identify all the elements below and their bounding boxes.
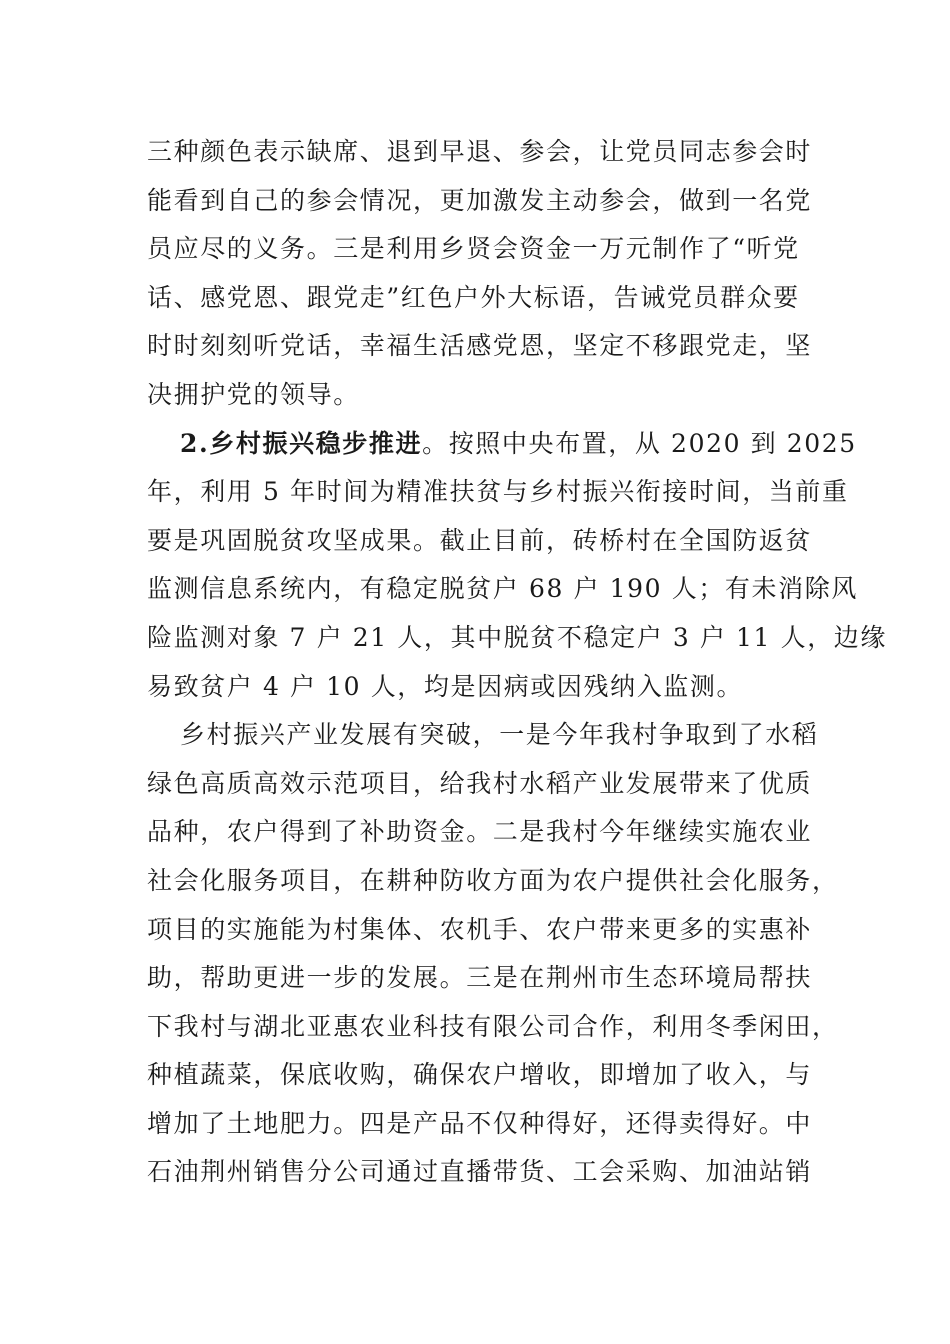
heading-line-rest: 。按照中央布置，从 2020 到 2025 (422, 428, 857, 458)
text-line: 绿色高质高效示范项目，给我村水稻产业发展带来了优质 (147, 768, 813, 798)
text-line: 助，帮助更进一步的发展。三是在荆州市生态环境局帮扶 (147, 963, 813, 993)
text-line: 石油荆州销售分公司通过直播带货、工会采购、加油站销 (147, 1157, 813, 1187)
text-line: 社会化服务项目，在耕种防收方面为农户提供社会化服务， (147, 865, 839, 895)
section-heading: 2.乡村振兴稳步推进 (180, 428, 423, 458)
text-line (147, 420, 857, 469)
text-line: 三种颜色表示缺席、退到早退、参会，让党员同志参会时 (147, 137, 813, 166)
paragraph-party-building (147, 128, 813, 420)
text-line: 员应尽的义务。三是利用乡贤会资金一万元制作了“听党 (147, 234, 800, 264)
text-line: 易致贫户 4 户 10 人，均是因病或因残纳入监测。 (147, 671, 744, 701)
text-line: 种植蔬菜，保底收购，确保农户增收，即增加了收入，与 (147, 1060, 813, 1090)
text-line: 年，利用 5 年时间为精准扶贫与乡村振兴衔接时间，当前重 (147, 477, 849, 507)
text-line: 险监测对象 7 户 21 人，其中脱贫不稳定户 3 户 11 人，边缘 (147, 622, 888, 652)
paragraph-industry-development (147, 711, 839, 1197)
paragraph-rural-revitalization (147, 420, 888, 712)
text-line: 乡村振兴产业发展有突破，一是今年我村争取到了水稻 (180, 720, 819, 750)
body-text (147, 128, 888, 1197)
text-line: 监测信息系统内，有稳定脱贫户 68 户 190 人；有未消除风 (147, 574, 858, 604)
text-line: 品种，农户得到了补助资金。二是我村今年继续实施农业 (147, 817, 813, 847)
text-line: 决拥护党的领导。 (147, 379, 360, 409)
text-line: 增加了土地肥力。四是产品不仅种得好，还得卖得好。中 (147, 1108, 813, 1138)
text-line: 能看到自己的参会情况，更加激发主动参会，做到一名党 (147, 185, 813, 215)
text-line: 要是巩固脱贫攻坚成果。截止目前，砖桥村在全国防返贫 (147, 525, 813, 555)
text-line: 话、感党恩、跟党走”红色户外大标语，告诫党员群众要 (147, 282, 800, 312)
text-line: 时时刻刻听党话，幸福生活感党恩，坚定不移跟党走，坚 (147, 331, 813, 361)
text-line: 下我村与湖北亚惠农业科技有限公司合作，利用冬季闲田， (147, 1011, 839, 1041)
text-line: 项目的实施能为村集体、农机手、农户带来更多的实惠补 (147, 914, 813, 944)
